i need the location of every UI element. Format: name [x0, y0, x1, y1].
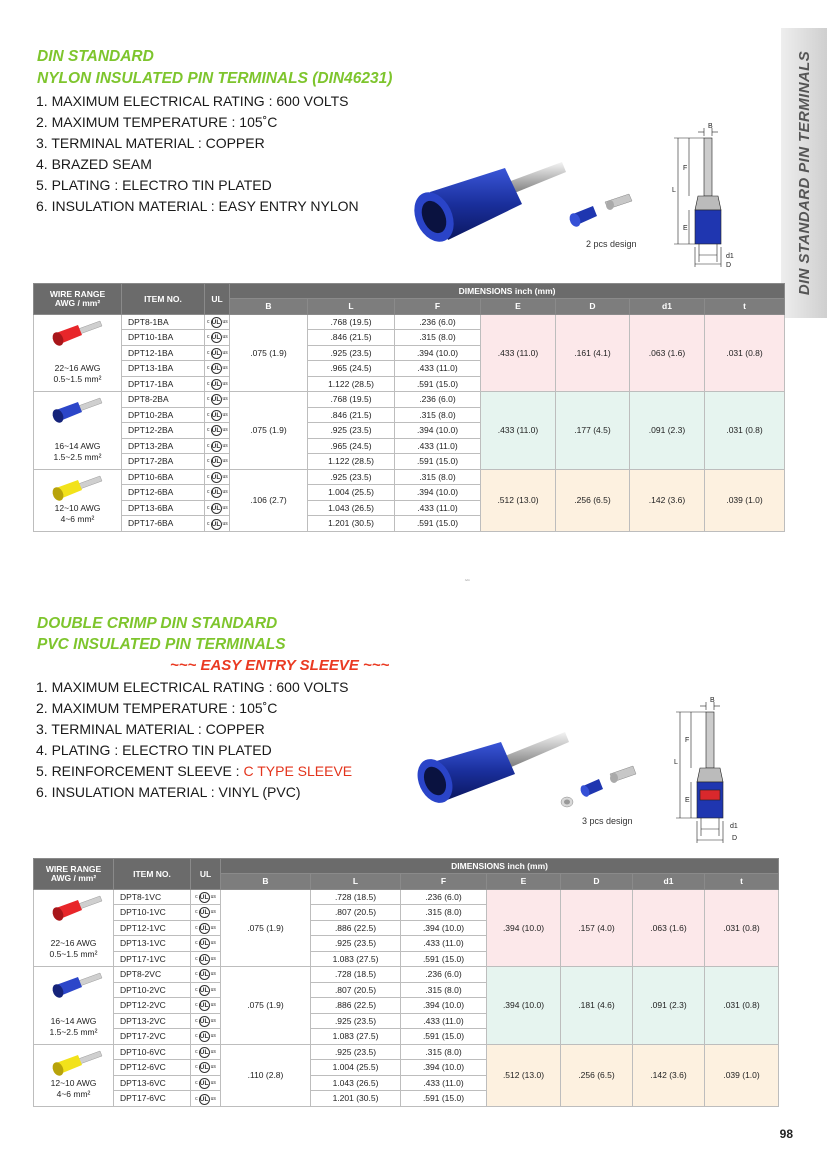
item-no-cell: DPT13-6VC — [114, 1075, 191, 1091]
ul-cell — [205, 407, 230, 423]
dim-b-cell: .075 (1.9) — [221, 967, 311, 1045]
header-d: D — [561, 874, 633, 889]
dim-l-cell: .728 (18.5) — [311, 967, 401, 983]
item-no-cell: DPT10-2BA — [122, 407, 205, 423]
header-dimensions: DIMENSIONS inch (mm) — [230, 284, 785, 299]
dim-f-cell: .315 (8.0) — [401, 905, 487, 921]
item-no-cell: DPT10-1VC — [114, 905, 191, 921]
dim-f-cell: .394 (10.0) — [401, 998, 487, 1014]
dim-l-cell: .807 (20.5) — [311, 905, 401, 921]
table-row — [34, 469, 785, 485]
ul-cell — [191, 1044, 221, 1060]
dimension-diagram — [668, 122, 748, 267]
ul-listed-icon: c UL us — [207, 318, 228, 326]
dim-e-cell: .433 (11.0) — [481, 392, 556, 470]
item-no-cell: DPT13-2BA — [122, 438, 205, 454]
ul-cell — [191, 1029, 221, 1045]
dim-l-cell: 1.122 (28.5) — [308, 454, 395, 470]
ul-cell — [205, 392, 230, 408]
dim-f-cell: .591 (15.0) — [395, 454, 481, 470]
item-no-cell: DPT10-1BA — [122, 330, 205, 346]
dim-f-cell: .236 (6.0) — [395, 314, 481, 330]
ul-listed-icon: c UL us — [195, 924, 216, 932]
ul-cell — [191, 982, 221, 998]
ul-cell — [191, 1075, 221, 1091]
dim-b-cell: .075 (1.9) — [230, 314, 308, 392]
dim-l-cell: 1.122 (28.5) — [308, 376, 395, 392]
item-no-cell: DPT17-6BA — [122, 516, 205, 532]
table-row — [34, 314, 785, 330]
table-row — [34, 889, 779, 905]
dim-l-cell: .846 (21.5) — [308, 407, 395, 423]
dim-f-cell: .394 (10.0) — [395, 485, 481, 501]
dim-b-cell: .106 (2.7) — [230, 469, 308, 531]
dim-f-cell: .315 (8.0) — [395, 330, 481, 346]
wire-range-cell — [34, 392, 122, 470]
dim-t-cell: .031 (0.8) — [705, 392, 785, 470]
dim-d1-cell: .063 (1.6) — [630, 314, 705, 392]
dim-d1-cell: .063 (1.6) — [633, 889, 705, 967]
dim-f-cell: .433 (11.0) — [395, 500, 481, 516]
dim-f-cell: .433 (11.0) — [401, 1013, 487, 1029]
svg-text:D: D — [732, 835, 738, 842]
ul-cell — [191, 1091, 221, 1107]
dim-l-cell: .768 (19.5) — [308, 392, 395, 408]
item-no-cell: DPT10-2VC — [114, 982, 191, 998]
wire-range-cell — [34, 967, 114, 1045]
item-no-cell: DPT12-1VC — [114, 920, 191, 936]
dim-t-cell: .039 (1.0) — [705, 1044, 779, 1106]
ul-listed-icon: c UL us — [195, 1079, 216, 1087]
ul-listed-icon: c UL us — [195, 1048, 216, 1056]
ul-listed-icon: c UL us — [195, 940, 216, 948]
ul-listed-icon: c UL us — [195, 1002, 216, 1010]
page-number: 98 — [779, 1127, 793, 1141]
dim-f-cell: .591 (15.0) — [395, 516, 481, 532]
header-wire-range: WIRE RANGE AWG / mm² — [34, 284, 122, 315]
wire-range-label: 22~16 AWG 0.5~1.5 mm² — [53, 363, 102, 385]
three-pcs-design-image — [555, 764, 650, 814]
ul-cell — [205, 500, 230, 516]
section2-subtitle: PVC INSULATED PIN TERMINALS — [37, 636, 286, 653]
header-ul: UL — [191, 859, 221, 890]
ul-cell — [205, 345, 230, 361]
ul-listed-icon: c UL us — [195, 955, 216, 963]
item-no-cell: DPT8-1VC — [114, 889, 191, 905]
scan-speck: ˜˜ — [465, 580, 470, 587]
dim-f-cell: .433 (11.0) — [401, 936, 487, 952]
ul-listed-icon: c UL us — [195, 1095, 216, 1103]
dim-d-cell: .157 (4.0) — [561, 889, 633, 967]
dim-f-cell: .236 (6.0) — [401, 889, 487, 905]
dim-f-cell: .394 (10.0) — [395, 345, 481, 361]
wire-range-label: 12~10 AWG 4~6 mm² — [54, 502, 101, 524]
dim-l-cell: 1.004 (25.5) — [308, 485, 395, 501]
yellow-terminal-icon — [48, 474, 104, 504]
header-d1: d1 — [633, 874, 705, 889]
side-tab — [781, 28, 827, 318]
dim-l-cell: .886 (22.5) — [311, 998, 401, 1014]
ul-listed-icon: c UL us — [207, 520, 228, 528]
header-wire-range: WIRE RANGE AWG / mm² — [34, 859, 114, 890]
item-no-cell: DPT13-2VC — [114, 1013, 191, 1029]
section1-title: DIN STANDARD — [37, 48, 154, 65]
header-f: F — [395, 299, 481, 314]
dim-e-cell: .512 (13.0) — [481, 469, 556, 531]
dim-d-cell: .161 (4.1) — [556, 314, 630, 392]
ul-listed-icon: c UL us — [207, 365, 228, 373]
svg-text:D: D — [726, 262, 732, 267]
item-no-cell: DPT17-1BA — [122, 376, 205, 392]
table-pvc — [33, 858, 779, 1107]
svg-text:B: B — [710, 697, 715, 704]
wire-range-cell — [34, 1044, 114, 1106]
header-f: F — [401, 874, 487, 889]
dim-l-cell: .965 (24.5) — [308, 361, 395, 377]
section1-subtitle: NYLON INSULATED PIN TERMINALS (DIN46231) — [37, 70, 393, 87]
ul-listed-icon: c UL us — [207, 427, 228, 435]
header-t: t — [705, 874, 779, 889]
ul-cell — [205, 516, 230, 532]
wire-range-cell — [34, 469, 122, 531]
dim-f-cell: .394 (10.0) — [395, 423, 481, 439]
dim-b-cell: .110 (2.8) — [221, 1044, 311, 1106]
ul-cell — [191, 936, 221, 952]
dim-l-cell: .925 (23.5) — [311, 936, 401, 952]
dim-l-cell: 1.083 (27.5) — [311, 1029, 401, 1045]
dim-l-cell: 1.201 (30.5) — [311, 1091, 401, 1107]
header-dimensions: DIMENSIONS inch (mm) — [221, 859, 779, 874]
spec-item: 6. INSULATION MATERIAL : VINYL (PVC) — [36, 784, 301, 800]
table-row — [34, 967, 779, 983]
svg-text:L: L — [674, 759, 678, 766]
ul-listed-icon: c UL us — [195, 893, 216, 901]
item-no-cell: DPT10-6BA — [122, 469, 205, 485]
ul-cell — [191, 889, 221, 905]
svg-text:F: F — [685, 737, 690, 744]
dim-t-cell: .039 (1.0) — [705, 469, 785, 531]
dim-d-cell: .181 (4.6) — [561, 967, 633, 1045]
ul-cell — [191, 1060, 221, 1076]
dim-b-cell: .075 (1.9) — [221, 889, 311, 967]
spec-item: 2. MAXIMUM TEMPERATURE : 105˚C — [36, 700, 278, 716]
ul-listed-icon: c UL us — [195, 1033, 216, 1041]
svg-text:E: E — [683, 225, 688, 232]
item-no-cell: DPT13-1VC — [114, 936, 191, 952]
spec-item: 6. INSULATION MATERIAL : EASY ENTRY NYLON — [36, 198, 359, 214]
ul-listed-icon: c UL us — [207, 396, 228, 404]
dim-d-cell: .177 (4.5) — [556, 392, 630, 470]
ul-cell — [205, 361, 230, 377]
item-no-cell: DPT13-1BA — [122, 361, 205, 377]
ul-cell — [205, 314, 230, 330]
blue-terminal-icon — [48, 971, 104, 1001]
svg-text:E: E — [685, 797, 690, 804]
header-l: L — [308, 299, 395, 314]
dim-f-cell: .433 (11.0) — [401, 1075, 487, 1091]
dim-f-cell: .591 (15.0) — [401, 951, 487, 967]
item-no-cell: DPT17-2BA — [122, 454, 205, 470]
dim-t-cell: .031 (0.8) — [705, 889, 779, 967]
header-ul: UL — [205, 284, 230, 315]
dimension-diagram — [668, 696, 748, 844]
header-e: E — [481, 299, 556, 314]
svg-text:d1: d1 — [726, 253, 734, 260]
header-b: B — [230, 299, 308, 314]
ul-listed-icon: c UL us — [207, 334, 228, 342]
dim-f-cell: .394 (10.0) — [401, 920, 487, 936]
item-no-cell: DPT8-2BA — [122, 392, 205, 408]
dim-l-cell: .925 (23.5) — [308, 423, 395, 439]
red-terminal-icon — [48, 894, 104, 924]
dim-d1-cell: .142 (3.6) — [630, 469, 705, 531]
ul-listed-icon: c UL us — [195, 909, 216, 917]
dim-l-cell: .768 (19.5) — [308, 314, 395, 330]
spec-item: 1. MAXIMUM ELECTRICAL RATING : 600 VOLTS — [36, 679, 349, 695]
table-row — [34, 1044, 779, 1060]
dim-l-cell: .925 (23.5) — [311, 1044, 401, 1060]
dim-f-cell: .591 (15.0) — [395, 376, 481, 392]
ul-cell — [191, 967, 221, 983]
dim-f-cell: .394 (10.0) — [401, 1060, 487, 1076]
wire-range-cell — [34, 889, 114, 967]
section1-spec-list — [36, 91, 359, 217]
dim-t-cell: .031 (0.8) — [705, 967, 779, 1045]
ul-listed-icon: c UL us — [207, 349, 228, 357]
ul-listed-icon: c UL us — [195, 1064, 216, 1072]
ul-cell — [191, 998, 221, 1014]
wire-range-label: 16~14 AWG 1.5~2.5 mm² — [53, 440, 102, 462]
spec-item: 3. TERMINAL MATERIAL : COPPER — [36, 721, 265, 737]
header-d1: d1 — [630, 299, 705, 314]
dim-f-cell: .433 (11.0) — [395, 361, 481, 377]
dim-l-cell: 1.083 (27.5) — [311, 951, 401, 967]
spec-item: 3. TERMINAL MATERIAL : COPPER — [36, 135, 265, 151]
header-t: t — [705, 299, 785, 314]
dim-l-cell: .728 (18.5) — [311, 889, 401, 905]
dim-e-cell: .433 (11.0) — [481, 314, 556, 392]
table-row — [34, 392, 785, 408]
three-pcs-caption: 3 pcs design — [582, 816, 633, 826]
ul-cell — [205, 454, 230, 470]
item-no-cell: DPT12-2BA — [122, 423, 205, 439]
svg-text:L: L — [672, 187, 676, 194]
spec-item: 4. BRAZED SEAM — [36, 156, 152, 172]
ul-listed-icon: c UL us — [207, 489, 228, 497]
header-d: D — [556, 299, 630, 314]
dim-e-cell: .394 (10.0) — [487, 889, 561, 967]
dim-t-cell: .031 (0.8) — [705, 314, 785, 392]
spec-item: 5. PLATING : ELECTRO TIN PLATED — [36, 177, 272, 193]
dim-b-cell: .075 (1.9) — [230, 392, 308, 470]
item-no-cell: DPT17-2VC — [114, 1029, 191, 1045]
wire-range-cell — [34, 314, 122, 392]
ul-cell — [205, 438, 230, 454]
dim-f-cell: .236 (6.0) — [395, 392, 481, 408]
side-tab-label: DIN STANDARD PIN TERMINALS — [795, 50, 813, 296]
ul-cell — [205, 469, 230, 485]
spec-item: 5. REINFORCEMENT SLEEVE : C TYPE SLEEVE — [36, 763, 353, 779]
blue-terminal-icon — [48, 396, 104, 426]
table-nylon — [33, 283, 785, 532]
wire-range-label: 16~14 AWG 1.5~2.5 mm² — [49, 1015, 98, 1037]
dim-e-cell: .394 (10.0) — [487, 967, 561, 1045]
dim-l-cell: 1.043 (26.5) — [308, 500, 395, 516]
dim-f-cell: .591 (15.0) — [401, 1029, 487, 1045]
item-no-cell: DPT12-6BA — [122, 485, 205, 501]
dim-e-cell: .512 (13.0) — [487, 1044, 561, 1106]
section2-easy-entry: ~~~ EASY ENTRY SLEEVE ~~~ — [170, 657, 390, 674]
svg-text:B: B — [708, 123, 713, 130]
ul-cell — [205, 376, 230, 392]
header-b: B — [221, 874, 311, 889]
item-no-cell: DPT12-2VC — [114, 998, 191, 1014]
ul-listed-icon: c UL us — [195, 971, 216, 979]
item-no-cell: DPT12-1BA — [122, 345, 205, 361]
dim-l-cell: .807 (20.5) — [311, 982, 401, 998]
section2-spec-list — [36, 677, 352, 803]
dim-d-cell: .256 (6.5) — [556, 469, 630, 531]
ul-listed-icon: c UL us — [207, 442, 228, 450]
ul-cell — [205, 485, 230, 501]
ul-listed-icon: c UL us — [207, 411, 228, 419]
dim-f-cell: .591 (15.0) — [401, 1091, 487, 1107]
svg-text:F: F — [683, 165, 688, 172]
dim-d1-cell: .142 (3.6) — [633, 1044, 705, 1106]
blue-pin-terminal-image — [400, 160, 570, 260]
dim-l-cell: .925 (23.5) — [308, 345, 395, 361]
header-e: E — [487, 874, 561, 889]
ul-cell — [205, 423, 230, 439]
dim-l-cell: 1.201 (30.5) — [308, 516, 395, 532]
header-item-no: ITEM NO. — [114, 859, 191, 890]
dim-f-cell: .236 (6.0) — [401, 967, 487, 983]
dim-f-cell: .315 (8.0) — [401, 1044, 487, 1060]
ul-listed-icon: c UL us — [195, 1017, 216, 1025]
svg-text:d1: d1 — [730, 823, 738, 830]
item-no-cell: DPT12-6VC — [114, 1060, 191, 1076]
ul-cell — [205, 330, 230, 346]
section2-title: DOUBLE CRIMP DIN STANDARD — [37, 615, 278, 632]
ul-listed-icon: c UL us — [207, 473, 228, 481]
dim-l-cell: .886 (22.5) — [311, 920, 401, 936]
spec-item: 1. MAXIMUM ELECTRICAL RATING : 600 VOLTS — [36, 93, 349, 109]
dim-l-cell: .925 (23.5) — [311, 1013, 401, 1029]
dim-l-cell: 1.043 (26.5) — [311, 1075, 401, 1091]
dim-l-cell: 1.004 (25.5) — [311, 1060, 401, 1076]
red-terminal-icon — [48, 319, 104, 349]
dim-l-cell: .925 (23.5) — [308, 469, 395, 485]
spec-item: 4. PLATING : ELECTRO TIN PLATED — [36, 742, 272, 758]
dim-l-cell: .965 (24.5) — [308, 438, 395, 454]
wire-range-label: 22~16 AWG 0.5~1.5 mm² — [49, 938, 98, 960]
two-pcs-design-image — [565, 192, 640, 232]
wire-range-label: 12~10 AWG 4~6 mm² — [50, 1077, 97, 1099]
dim-f-cell: .433 (11.0) — [395, 438, 481, 454]
ul-listed-icon: c UL us — [207, 458, 228, 466]
item-no-cell: DPT17-1VC — [114, 951, 191, 967]
ul-listed-icon: c UL us — [195, 986, 216, 994]
spec-item: 2. MAXIMUM TEMPERATURE : 105˚C — [36, 114, 278, 130]
dim-f-cell: .315 (8.0) — [395, 469, 481, 485]
item-no-cell: DPT8-2VC — [114, 967, 191, 983]
dim-f-cell: .315 (8.0) — [401, 982, 487, 998]
blue-pvc-terminal-image — [405, 728, 575, 818]
dim-d1-cell: .091 (2.3) — [630, 392, 705, 470]
item-no-cell: DPT13-6BA — [122, 500, 205, 516]
ul-listed-icon: c UL us — [207, 380, 228, 388]
ul-listed-icon: c UL us — [207, 504, 228, 512]
dim-d1-cell: .091 (2.3) — [633, 967, 705, 1045]
item-no-cell: DPT10-6VC — [114, 1044, 191, 1060]
dim-l-cell: .846 (21.5) — [308, 330, 395, 346]
item-no-cell: DPT8-1BA — [122, 314, 205, 330]
ul-cell — [191, 920, 221, 936]
ul-cell — [191, 905, 221, 921]
dim-f-cell: .315 (8.0) — [395, 407, 481, 423]
yellow-terminal-icon — [48, 1049, 104, 1079]
ul-cell — [191, 1013, 221, 1029]
item-no-cell: DPT17-6VC — [114, 1091, 191, 1107]
two-pcs-caption: 2 pcs design — [586, 239, 637, 249]
header-item-no: ITEM NO. — [122, 284, 205, 315]
dim-d-cell: .256 (6.5) — [561, 1044, 633, 1106]
header-l: L — [311, 874, 401, 889]
ul-cell — [191, 951, 221, 967]
